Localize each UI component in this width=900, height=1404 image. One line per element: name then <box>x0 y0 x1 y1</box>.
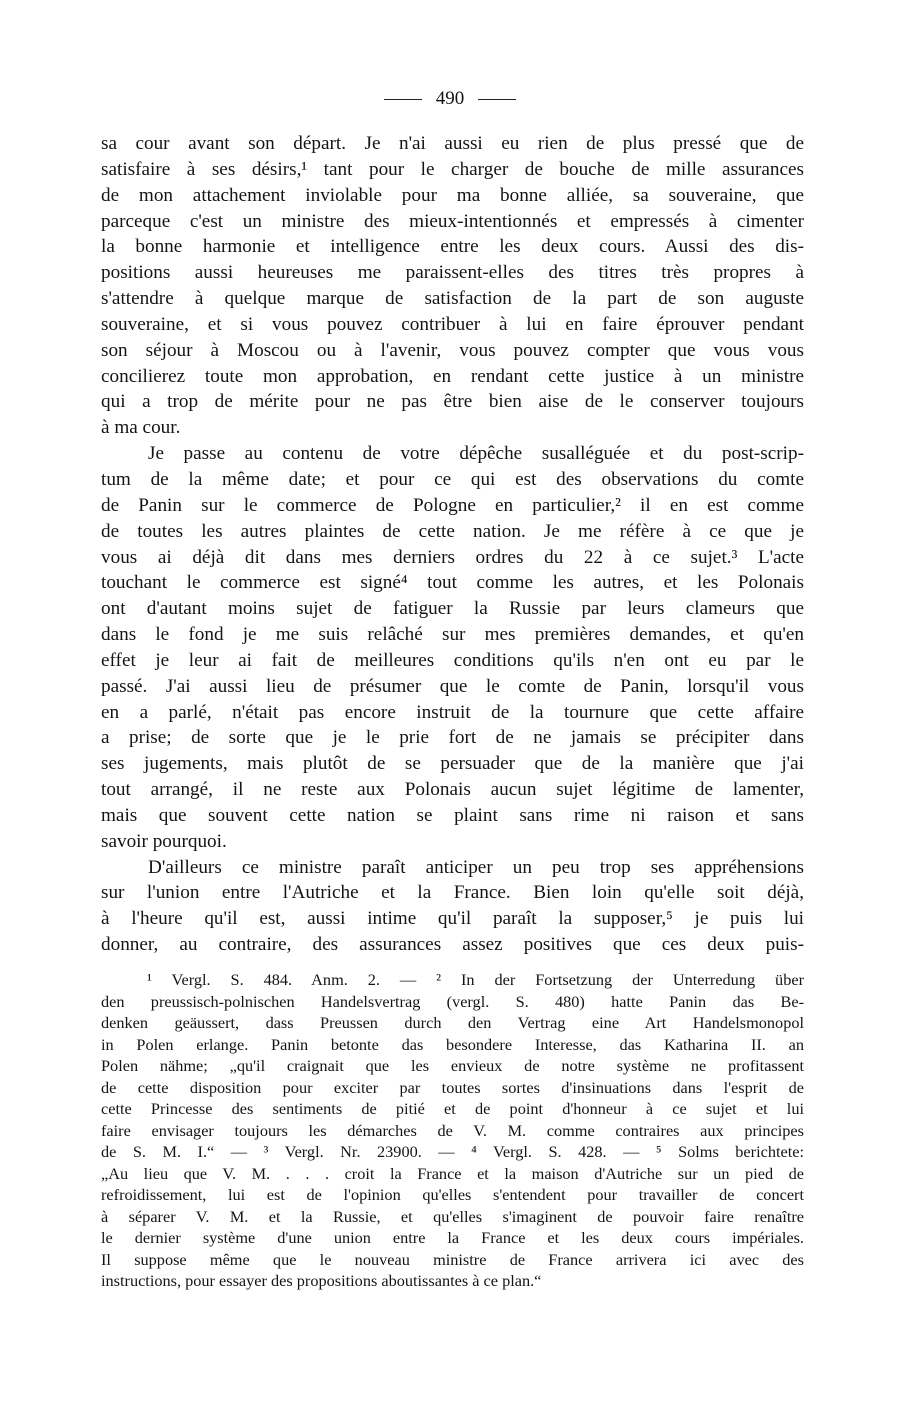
footnote-line: „Au lieu que V. M. . . . croit la France et la maison d'Autriche sur un pied de <box>101 1163 804 1183</box>
text-line: sur l'union entre l'Autriche et la France. Bien loin qu'elle soit déjà, <box>101 882 804 904</box>
text-line: touchant le commerce est signé⁴ tout comme les autres, et les Polonais <box>101 572 804 594</box>
text-line: en a parlé, n'était pas encore instruit de la tournure que cette affaire <box>101 701 804 723</box>
footnote-line: le dernier système d'une union entre la France et les deux cours impériales. <box>101 1228 804 1247</box>
text-line: son séjour à Moscou ou à l'avenir, vous pouvez compter que vous vous <box>101 339 804 361</box>
text-line: de Panin sur le commerce de Pologne en particulier,² il en est comme <box>101 494 804 516</box>
page-number: 490 <box>435 88 465 109</box>
text-line: concilierez toute mon approbation, en rendant cette justice à un ministre <box>101 365 804 387</box>
text-line: passé. J'ai aussi lieu de présumer que le comte de Panin, lorsqu'il vous <box>101 675 804 697</box>
footnote-line: ¹ Vergl. S. 484. Anm. 2. — ² In der Fortsetzung der Unterredung über <box>147 970 804 989</box>
footnote-line: faire envisager toujours les démarches de V. M. comme contraires aux principes <box>101 1120 804 1140</box>
footnotes <box>101 969 804 1292</box>
footnote-line: de cette disposition pour exciter par toutes sortes d'insinuations dans l'esprit de <box>101 1077 804 1097</box>
text-line: qui a trop de mérite pour ne pas être bien aise de le conserver toujours <box>101 391 804 413</box>
text-line: de toutes les autres plaintes de cette nation. Je me réfère à ce que je <box>101 520 804 542</box>
text-line: de mon attachement inviolable pour ma bonne alliée, sa souveraine, que <box>101 184 804 206</box>
footnote-line: refroidissement, lui est de l'opinion qu'elles s'entendent pour travailler de concert <box>101 1185 804 1204</box>
footnote-line: denken geäussert, dass Preussen durch den Vertrag eine Art Handelsmonopol <box>101 1013 804 1032</box>
text-line: Je passe au contenu de votre dépêche susalléguée et du post-scrip- <box>148 443 804 465</box>
footnote-line: Polen nähme; „qu'il craignait que les envieux de notre système ne profitassent <box>101 1056 804 1075</box>
text-line: D'ailleurs ce ministre paraît anticiper un peu trop ses appréhensions <box>148 856 804 878</box>
text-line: effet je leur ai fait de meilleures conditions qu'ils n'en ont eu par le <box>101 649 804 671</box>
footnote-line: instructions, pour essayer des propositions aboutissantes à ce plan.“ <box>101 1271 542 1290</box>
main-text <box>101 131 804 958</box>
footnote-line: cette Princesse des sentiments de pitié et de point d'honneur à ce sujet et lui <box>101 1099 804 1118</box>
header-rule-right <box>478 99 516 100</box>
text-line: s'attendre à quelque marque de satisfaction de la part de son auguste <box>101 288 804 310</box>
footnote-line: Il suppose même que le nouveau ministre de France arrivera ici avec des <box>101 1249 804 1269</box>
paragraph <box>101 131 804 441</box>
text-line: dans le fond je me suis relâché sur mes premières demandes, et qu'en <box>101 624 804 646</box>
text-line: tout arrangé, il ne reste aux Polonais aucun sujet légitime de lamenter, <box>101 779 804 801</box>
text-line: à l'heure qu'il est, aussi intime qu'il paraît la supposer,⁵ je puis lui <box>101 908 804 930</box>
text-line: ses jugements, mais plutôt de se persuader que de la manière que j'ai <box>101 753 804 775</box>
text-line: sa cour avant son départ. Je n'ai aussi eu rien de plus pressé que de <box>101 133 804 154</box>
text-line: positions aussi heureuses me paraissent-elles des titres très propres à <box>101 262 804 284</box>
paragraph <box>101 855 804 958</box>
text-line: tum de la même date; et pour ce qui est des observations du comte <box>101 468 804 490</box>
text-line: souveraine, et si vous pouvez contribuer à lui en faire éprouver pendant <box>101 313 804 335</box>
text-line: satisfaire à ses désirs,¹ tant pour le charger de bouche de mille assurances <box>101 158 804 180</box>
text-line: ont d'autant moins sujet de fatiguer la Russie par leurs clameurs que <box>101 598 804 620</box>
footnote-line: de S. M. I.“ — ³ Vergl. Nr. 23900. — ⁴ Vergl. S. 428. — ⁵ Solms berichtete: <box>101 1142 804 1161</box>
footnote-line: à séparer V. M. et la Russie, et qu'elles s'imaginent de pouvoir faire renaître <box>101 1206 804 1226</box>
text-line: mais que souvent cette nation se plaint sans rime ni raison et sans <box>101 804 804 826</box>
footnote-line: in Polen erlange. Panin betonte das besondere Interesse, das Katharina II. an <box>101 1034 804 1054</box>
text-line: la bonne harmonie et intelligence entre les deux cours. Aussi des dis- <box>101 236 804 258</box>
text-line: parceque c'est un ministre des mieux-intentionnés et empressés à cimenter <box>101 210 804 232</box>
page-header <box>0 88 900 110</box>
text-line: savoir pourquoi. <box>101 830 227 852</box>
text-line: donner, au contraire, des assurances assez positives que ces deux puis- <box>101 934 804 956</box>
footnote-line: den preussisch-polnischen Handelsvertrag (vergl. S. 480) hatte Panin das Be- <box>101 991 804 1011</box>
paragraph <box>101 441 804 855</box>
text-line: à ma cour. <box>101 417 181 439</box>
text-line: vous ai déjà dit dans mes derniers ordres du 22 à ce sujet.³ L'acte <box>101 546 804 568</box>
text-line: a prise; de sorte que je le prie fort de ne jamais se précipiter dans <box>101 727 804 749</box>
header-rule-left <box>384 99 422 100</box>
